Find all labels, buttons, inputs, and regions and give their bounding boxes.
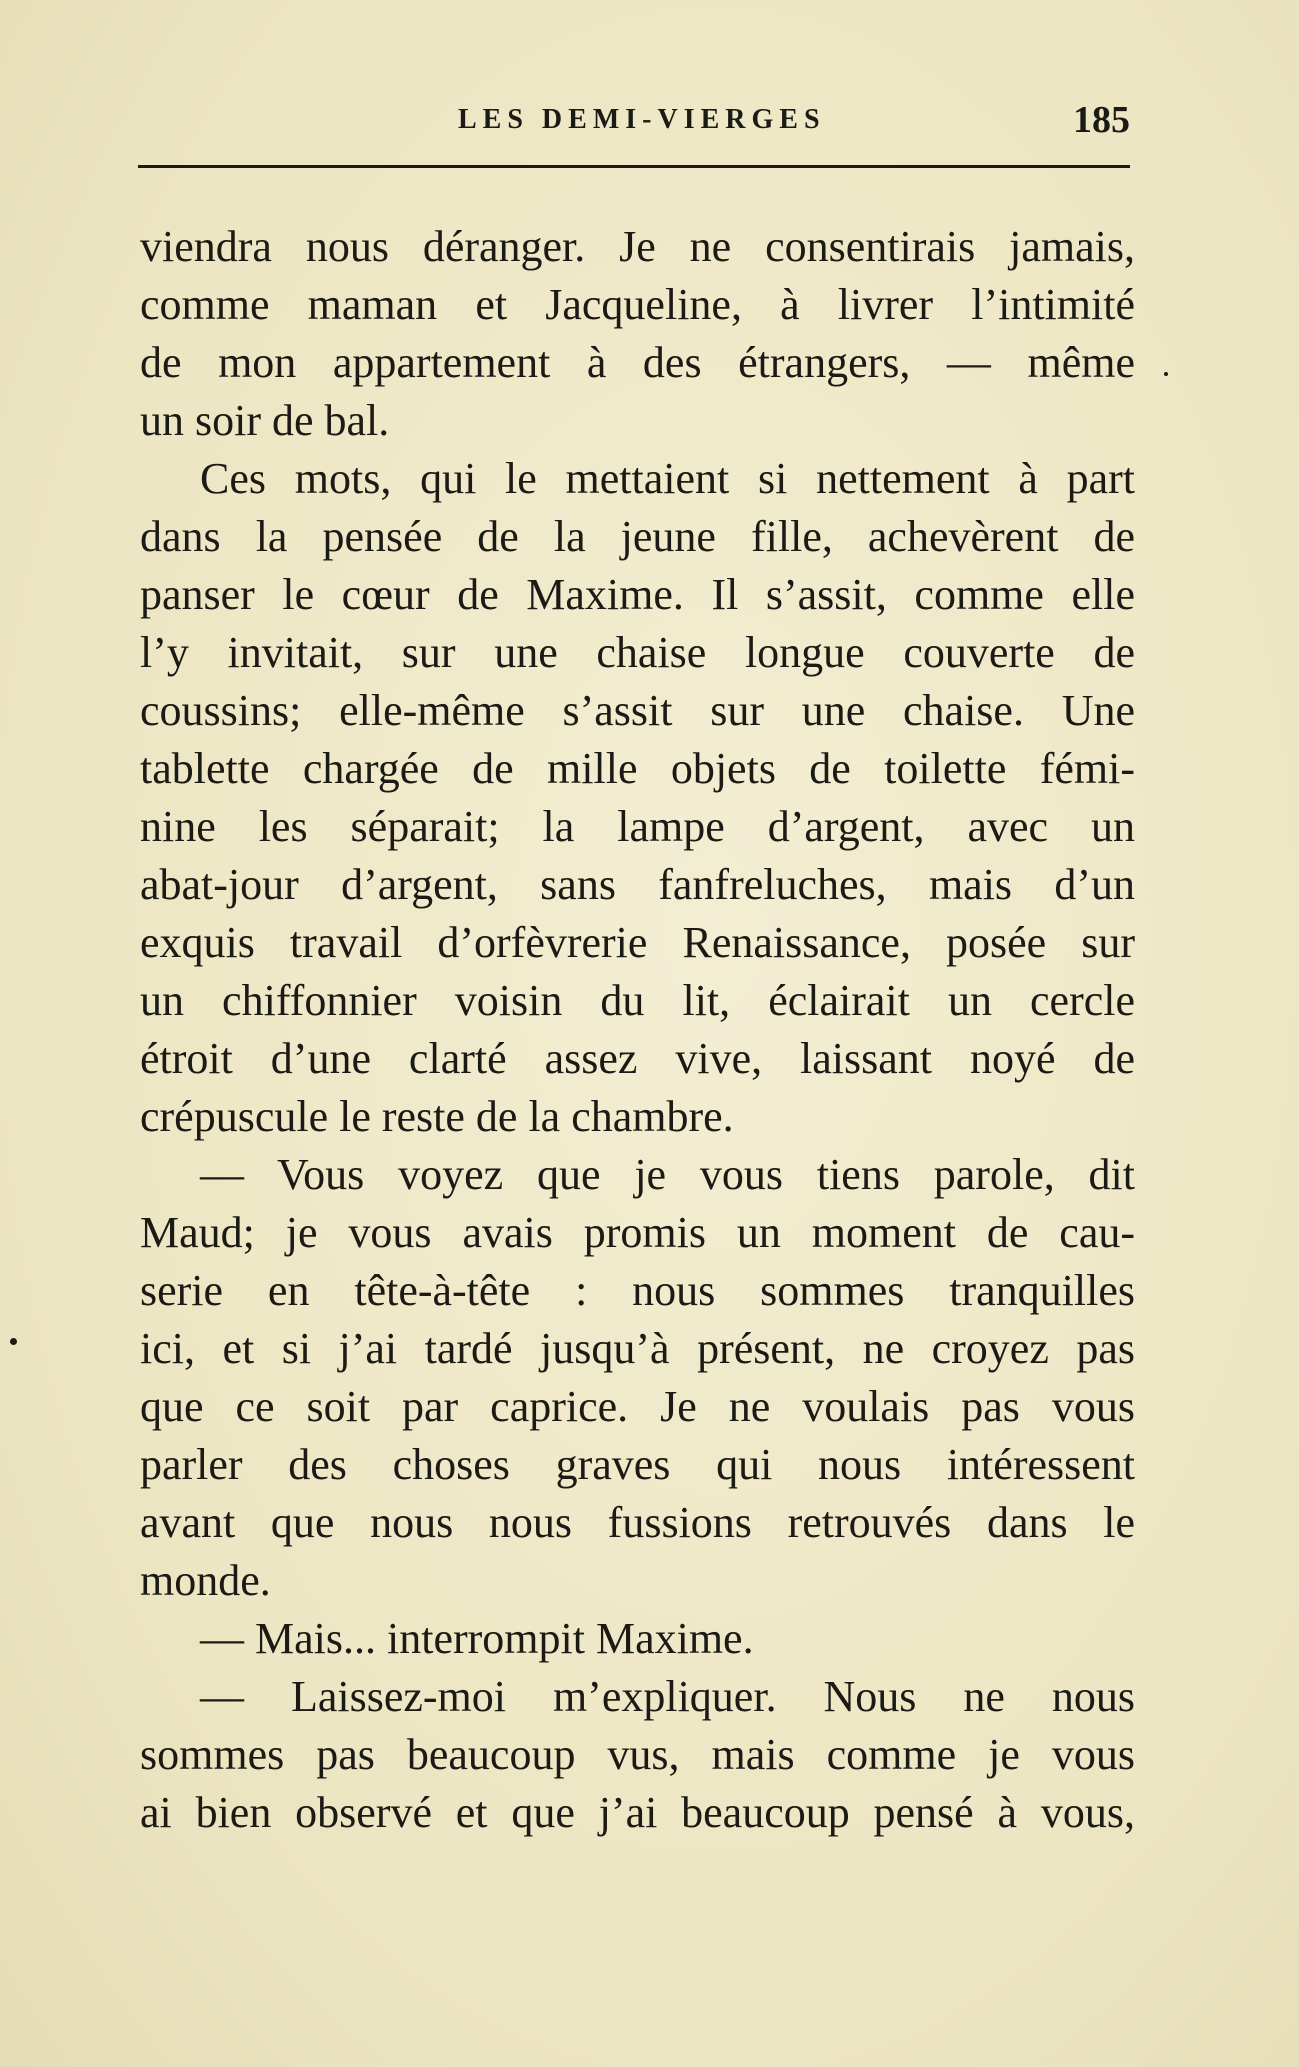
text-line: Maud; je vous avais promis un moment de cau- xyxy=(140,1208,1135,1257)
text-line: ici, et si j’ai tardé jusqu’à présent, ne croyez pas xyxy=(140,1324,1135,1373)
text-line: abat-jour d’argent, sans fanfreluches, mais d’un xyxy=(140,860,1135,909)
text-line: Ces mots, qui le mettaient si nettement à part xyxy=(200,454,1135,503)
text-line: l’y invitait, sur une chaise longue couverte de xyxy=(140,628,1135,677)
text-line: parler des choses graves qui nous intéressent xyxy=(140,1440,1135,1489)
text-line: dans la pensée de la jeune fille, achevèrent de xyxy=(140,512,1135,561)
text-line: coussins; elle-même s’assit sur une chaise. Une xyxy=(140,686,1135,735)
text-line: — Mais... interrompit Maxime. xyxy=(200,1614,754,1663)
running-title: LES DEMI-VIERGES xyxy=(458,104,826,135)
ink-speck xyxy=(10,1338,17,1345)
text-line: de mon appartement à des étrangers, — même xyxy=(140,338,1135,387)
text-line: panser le cœur de Maxime. Il s’assit, comme elle xyxy=(140,570,1135,619)
text-line: crépuscule le reste de la chambre. xyxy=(140,1092,734,1141)
text-line: exquis travail d’orfèvrerie Renaissance, posée sur xyxy=(140,918,1135,967)
text-line: comme maman et Jacqueline, à livrer l’intimité xyxy=(140,280,1135,329)
text-line: étroit d’une clarté assez vive, laissant noyé de xyxy=(140,1034,1135,1083)
text-line: serie en tête-à-tête : nous sommes tranquilles xyxy=(140,1266,1135,1315)
text-line: que ce soit par caprice. Je ne voulais pas vous xyxy=(140,1382,1135,1431)
text-line: — Laissez-moi m’expliquer. Nous ne nous xyxy=(200,1672,1135,1721)
page-number: 185 xyxy=(1073,99,1130,141)
text-line: monde. xyxy=(140,1556,271,1605)
text-line: viendra nous déranger. Je ne consentirais jamais, xyxy=(140,222,1135,271)
text-line: tablette chargée de mille objets de toilette fémi- xyxy=(140,744,1135,793)
text-line: nine les séparait; la lampe d’argent, avec un xyxy=(140,802,1135,851)
text-line: sommes pas beaucoup vus, mais comme je vous xyxy=(140,1730,1135,1779)
text-line: ai bien observé et que j’ai beaucoup pensé à vous, xyxy=(140,1788,1135,1837)
header-rule xyxy=(138,165,1130,168)
body-text xyxy=(140,218,1135,1842)
text-line: un chiffonnier voisin du lit, éclairait un cercle xyxy=(140,976,1135,1025)
running-head xyxy=(138,98,1130,148)
text-line: un soir de bal. xyxy=(140,396,390,445)
text-line: — Vous voyez que je vous tiens parole, dit xyxy=(200,1150,1135,1199)
text-line: avant que nous nous fussions retrouvés dans le xyxy=(140,1498,1135,1547)
ink-speck xyxy=(1164,372,1168,376)
